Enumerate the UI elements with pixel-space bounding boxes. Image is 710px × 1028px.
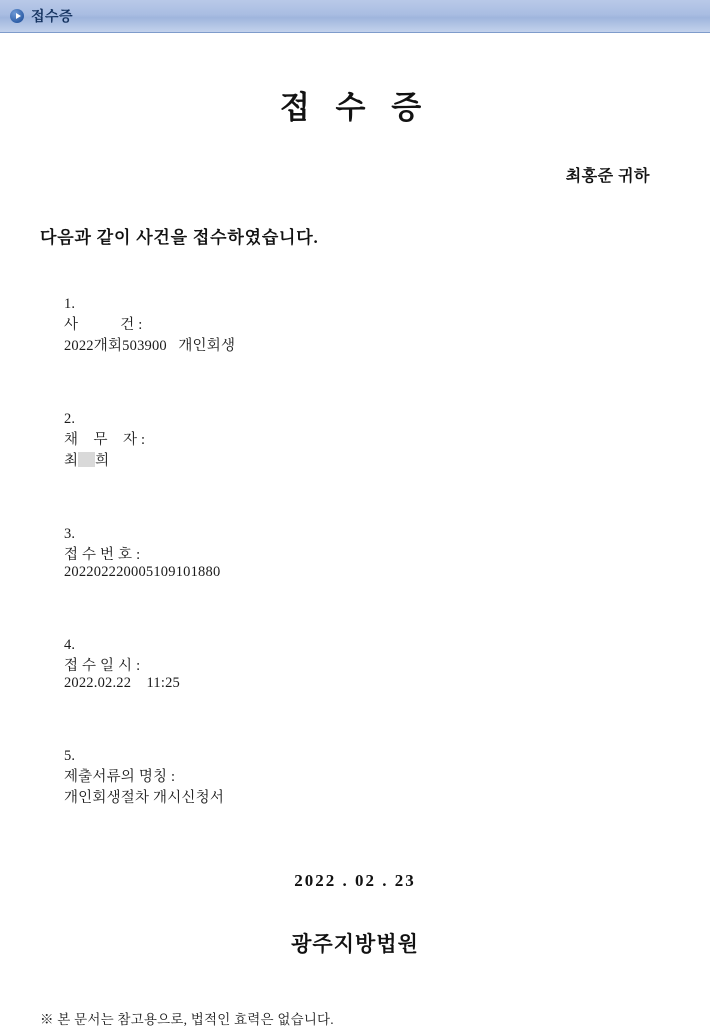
item-label: 채 무 자 : [63,432,146,448]
item-value: 최 [63,453,79,469]
list-item [41,620,672,709]
court-name: 광주지방법원 [291,932,419,956]
window-titlebar [0,0,710,33]
item-number: 4. [63,637,76,653]
signature-date: 2022 . 02 . 23 [294,871,416,890]
item-number: 5. [63,748,76,764]
item-label: 접 수 일 시 : [63,658,141,674]
list-item [41,279,672,372]
redaction-block [78,452,95,467]
item-number: 1. [63,296,76,312]
item-value: 개인회생절차 개시신청서 [63,790,225,806]
item-list [41,279,672,824]
item-label: 접 수 번 호 : [63,547,141,563]
item-value: 2022.02.22 11:25 [63,675,180,691]
blue-circle-arrow-icon [10,9,24,23]
item-number: 2. [63,411,76,427]
page-title: 접 수 증 [279,90,431,125]
item-value: 202202220005109101880 [63,564,221,580]
recipient-line: 최홍준 귀하 [565,168,650,185]
list-item [41,731,672,824]
item-number: 3. [63,526,76,542]
list-item [41,394,672,487]
list-item [41,509,672,598]
item-value-suffix: 희 [95,453,110,469]
lead-paragraph: 다음과 같이 사건을 접수하였습니다. [40,228,319,247]
document-page [0,82,710,1027]
item-label: 제출서류의 명칭 : [63,769,176,785]
item-value: 2022개회503900 개인회생 [63,338,236,354]
window-title: 접수증 [31,8,74,24]
footnote: ※ 본 문서는 참고용으로, 법적인 효력은 없습니다. [40,1012,334,1027]
item-label: 사 건 : [63,317,143,333]
